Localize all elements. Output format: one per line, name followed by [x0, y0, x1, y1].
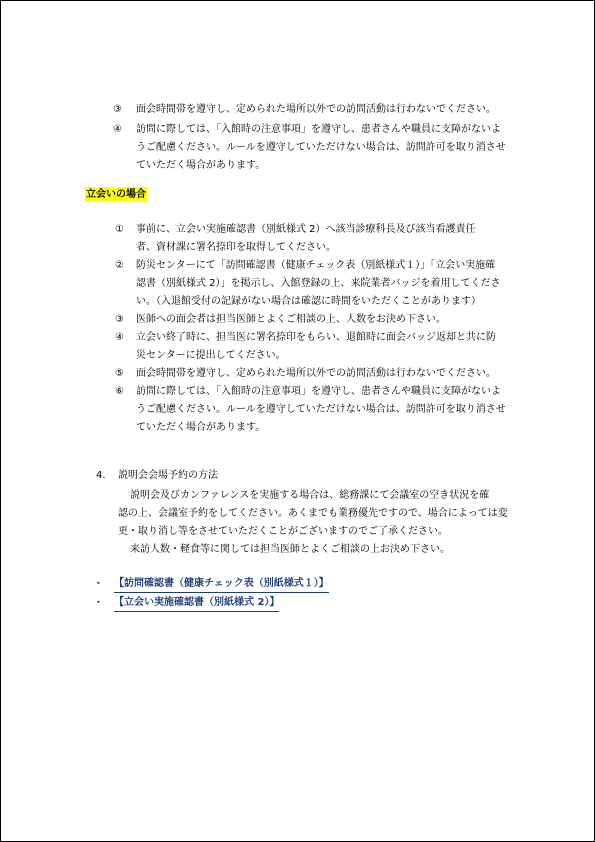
item-number: ④	[115, 332, 124, 343]
section-paragraph-line: 説明会及びカンファレンスを実施する場合は、総務課にて会議室の空き状況を確	[130, 490, 490, 501]
section-title: 説明会会場予約の方法	[118, 470, 218, 481]
item-number: ④	[113, 124, 122, 135]
item-text-line: 面会時間帯を遵守し、定められた場所以外での訪問活動は行わないでください。	[136, 368, 496, 379]
section-paragraph-line: 認の上、会議室予約をしてください。あくまでも業務優先ですので、場合によっては変	[118, 508, 508, 519]
item-number: ③	[113, 104, 122, 115]
bullet-icon: •	[96, 579, 101, 588]
item-text-line: うご配慮ください。ルールを遵守していただけない場合は、訪問許可を取り消させ	[136, 142, 506, 153]
item-text-line: 訪問に際しては、「入館時の注意事項」を遵守し、患者さんや職員に支障がないよ	[136, 386, 501, 397]
item-number: ⑤	[115, 368, 124, 379]
visit-confirmation-form-link[interactable]: 【訪問確認書（健康チェック表（別紙様式１）】	[114, 575, 329, 593]
item-text-line: うご配慮ください。ルールを遵守していただけない場合は、訪問許可を取り消させ	[136, 404, 506, 415]
item-text-line: 立会い終了時に、担当医に署名捺印をもらい、退館時に面会バッジ返却と共に防	[136, 332, 496, 343]
section-number: 4．	[96, 470, 113, 481]
section-paragraph-line: 更・取り消し等をさせていただくことがございますのでご了承ください。	[118, 526, 448, 537]
bullet-icon: •	[96, 598, 101, 607]
item-text-line: 訪問に際しては、「入館時の注意事項」を遵守し、患者さんや職員に支障がないよ	[136, 124, 501, 135]
item-text-line: 事前に、立会い実施確認書（別紙様式 2）へ該当診療科長及び該当看護責任	[136, 224, 476, 235]
item-number: ①	[115, 224, 124, 235]
item-number: ⑥	[115, 386, 124, 397]
item-text-line: 認書（別紙様式 2）」を掲示し、入館登録の上、来院業者バッジを着用してくださ	[136, 278, 501, 289]
item-text-line: 災センターに提出してください。	[136, 350, 286, 361]
witness-heading: 立会いの場合	[86, 189, 146, 200]
item-text-line: い。（入退館受付の記録がない場合は確認に時間をいただくことがあります）	[136, 296, 481, 307]
item-text-line: ていただく場合があります。	[136, 160, 266, 171]
item-text-line: 者、資材課に署名捺印を取得してください。	[136, 242, 336, 253]
item-number: ③	[115, 314, 124, 325]
item-text-line: 医師への面会者は担当医師とよくご相談の上、人数をお決め下さい。	[136, 314, 446, 325]
witness-confirmation-form-link[interactable]: 【立会い実施確認書（別紙様式 2）】	[114, 594, 279, 612]
item-text-line: ていただく場合があります。	[136, 422, 266, 433]
item-text-line: 防災センターにて「訪問確認書（健康チェック表（別紙様式１）」「立会い実施確	[136, 260, 496, 271]
item-number: ②	[115, 260, 124, 271]
section-paragraph-line: 来訪人数・軽食等に関しては担当医師とよくご相談の上お決め下さい。	[130, 544, 450, 555]
item-text-line: 面会時間帯を遵守し、定められた場所以外での訪問活動は行わないでください。	[136, 104, 496, 115]
